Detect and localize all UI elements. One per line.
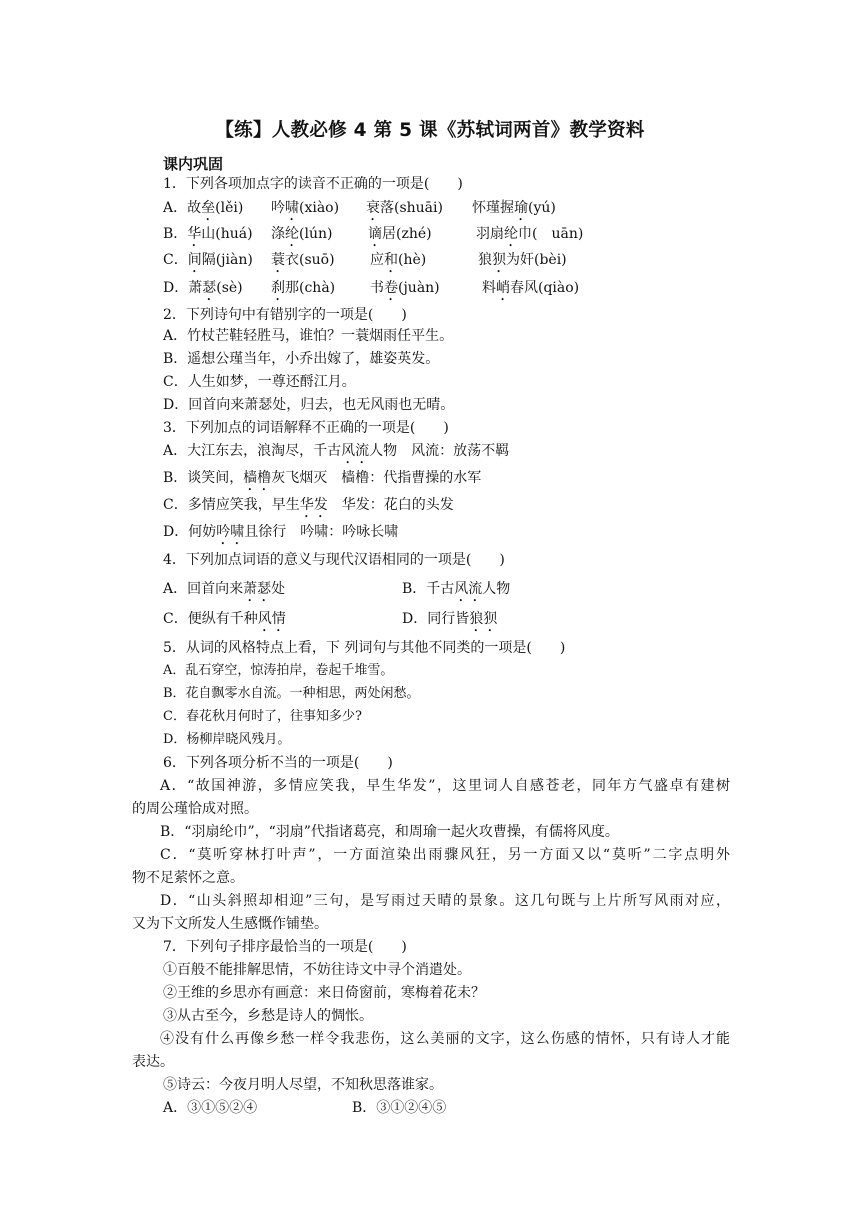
- q3-option-d: D．何妨吟啸且徐行 吟啸：吟咏长啸: [163, 524, 399, 540]
- q6-option-c-line1: C．“莫听穿林打叶声”，一方面渲染出雨骤风狂，另一方面又以“莫听”二字点明外: [160, 847, 730, 863]
- q7-sentence-2: ②王维的乡思亦有画意：来日倚窗前，寒梅着花未？: [163, 985, 485, 1001]
- q6-option-c-line2: 物不足萦怀之意。: [132, 870, 244, 886]
- q4-option-b: B．千古风流人物: [402, 581, 511, 597]
- q6-option-a-line2: 的周公瑾恰成对照。: [132, 801, 258, 817]
- q6-option-d-line1: D．“山头斜照却相迎”三句，是写雨过天晴的景象。这几句既与上片所写风雨对应，: [160, 893, 730, 909]
- q3-stem: 3．下列加点的词语解释不正确的一项是( ): [163, 420, 449, 436]
- q1-stem: 1．下列各项加点字的读音不正确的一项是( ): [163, 176, 463, 192]
- q5-stem: 5．从词的风格特点上看，下 列词句与其他不同类的一项是( ): [163, 640, 566, 656]
- q6-option-d-line2: 又为下文所发人生感慨作铺垫。: [132, 916, 328, 932]
- q1-a-3: 衰落(shuāi): [366, 200, 443, 216]
- q3-option-a: A．大江东去，浪淘尽，千古风流人物 风流：放荡不羁: [163, 443, 510, 459]
- q1-b-2: 涤纶(lún): [271, 226, 333, 242]
- q7-sentence-5: ⑤诗云：今夜月明人尽望，不知秋思落谁家。: [163, 1077, 443, 1093]
- q1-c-1: C．间隔(jiàn): [163, 252, 253, 268]
- q4-stem: 4．下列加点词语的意义与现代汉语相同的一项是( ): [163, 552, 505, 568]
- q2-option-c: C．人生如梦，一尊还酹江月。: [163, 374, 356, 390]
- q7-sentence-3: ③从古至今，乡愁是诗人的惆怅。: [163, 1008, 373, 1024]
- q4-option-d: D．同行皆狼狈: [402, 611, 498, 627]
- q5-option-c: C．春花秋月何时了，往事知多少?: [163, 709, 362, 724]
- q7-stem: 7．下列句子排序最恰当的一项是( ): [163, 939, 407, 955]
- q1-d-4: 料峭春风(qiào): [482, 280, 580, 296]
- q1-a-1: A．故垒(lěi): [163, 200, 244, 216]
- q5-option-a: A．乱石穿空，惊涛拍岸，卷起千堆雪。: [163, 663, 394, 678]
- q7-sentence-4-line2: 表达。: [132, 1054, 174, 1070]
- q3-option-c: C．多情应笑我，早生华发 华发：花白的头发: [163, 497, 454, 513]
- q1-d-2: 刹那(chà): [271, 280, 336, 296]
- q7-option-b: B．③①②④⑤: [352, 1100, 447, 1116]
- q1-a-2: 吟啸(xiào): [271, 200, 340, 216]
- q1-c-3: 应和(hè): [370, 252, 427, 268]
- q1-c-4: 狼狈为奸(bèi): [478, 252, 567, 268]
- q1-d-1: D．萧瑟(sè): [163, 280, 243, 296]
- q7-sentence-1: ①百般不能排解思情，不妨往诗文中寻个消遣处。: [163, 962, 471, 978]
- q1-b-3: 谪居(zhé): [368, 226, 432, 242]
- q1-b-4: 羽扇纶巾( uān): [476, 226, 584, 242]
- q3-option-b: B．谈笑间，樯橹灰飞烟灭 樯橹：代指曹操的水军: [163, 470, 482, 486]
- section-heading: 课内巩固: [163, 155, 224, 173]
- document-title: 【练】人教必修 4 第 5 课《苏轼词两首》教学资料: [215, 120, 645, 141]
- q6-stem: 6．下列各项分析不当的一项是( ): [163, 755, 393, 771]
- q1-a-4: 怀瑾握瑜(yú): [472, 200, 556, 216]
- q6-option-a-line1: A．“故国神游，多情应笑我，早生华发”，这里词人自感苍老，同年方气盛卓有建树: [160, 778, 730, 794]
- q2-option-d: D．回首向来萧瑟处，归去，也无风雨也无晴。: [163, 397, 455, 413]
- q4-option-a: A．回首向来萧瑟处: [163, 581, 286, 597]
- q1-d-3: 书卷(juàn): [370, 280, 440, 296]
- q1-b-1: B．华山(huá): [163, 226, 253, 242]
- q6-option-b: B．“羽扇纶巾”，“羽扇”代指诸葛亮，和周瑜一起火攻曹操，有儒将风度。: [160, 824, 619, 840]
- q2-stem: 2．下列诗句中有错别字的一项是( ): [163, 307, 407, 323]
- q5-option-d: D．杨柳岸晓风残月。: [163, 732, 291, 747]
- q4-option-c: C．便纵有千种风情: [163, 611, 286, 627]
- q5-option-b: B．花自飘零水自流。一种相思，两处闲愁。: [163, 686, 420, 701]
- q7-sentence-4-line1: ④没有什么再像乡愁一样令我悲伤，这么美丽的文字，这么伤感的情怀，只有诗人才能: [160, 1031, 730, 1047]
- q7-option-a: A．③①⑤②④: [163, 1100, 258, 1116]
- q2-option-a: A．竹杖芒鞋轻胜马，谁怕？一蓑烟雨任平生。: [163, 328, 454, 344]
- q1-c-2: 蓑衣(suō): [271, 252, 335, 268]
- q2-option-b: B．遥想公瑾当年，小乔出嫁了，雄姿英发。: [163, 351, 440, 367]
